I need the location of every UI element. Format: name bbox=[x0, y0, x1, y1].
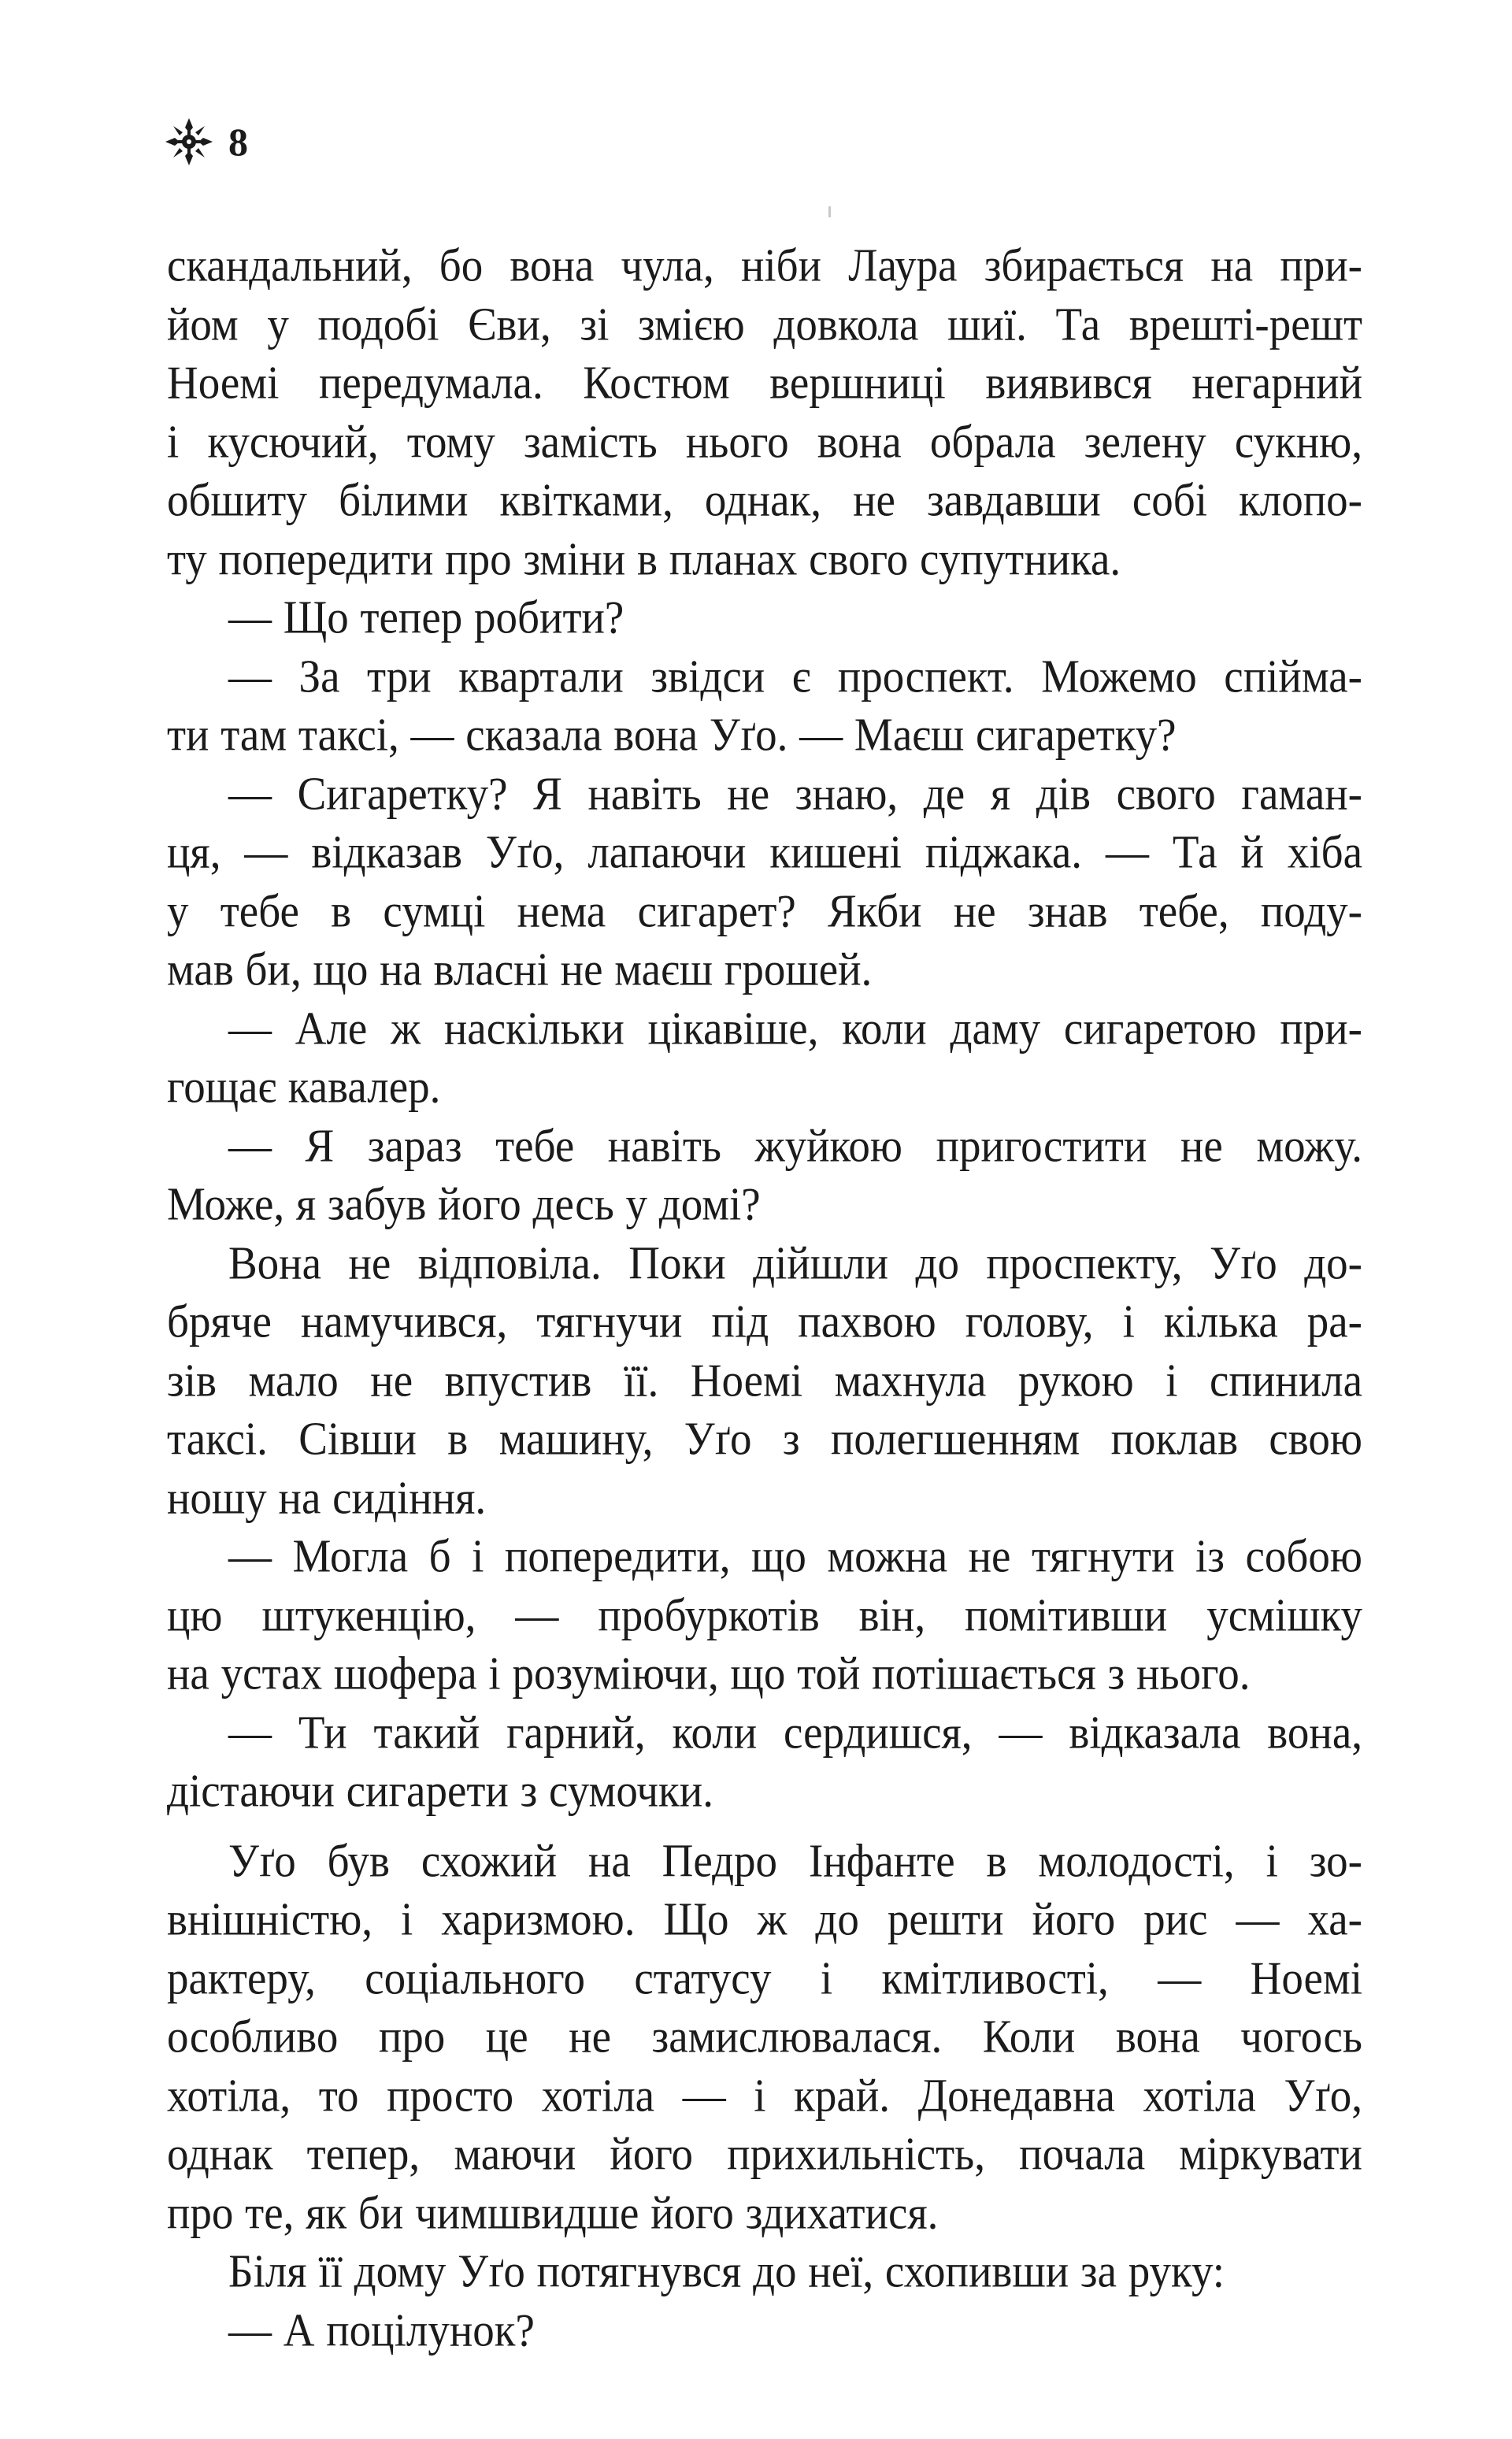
text-line: гощає кавалер. bbox=[167, 1060, 441, 1113]
scan-speck bbox=[828, 206, 831, 217]
running-header bbox=[164, 117, 248, 167]
text-line: у тебе в сумці нема сигарет? Якби не знав тебе, поду- bbox=[167, 884, 1362, 936]
text-line: — Що тепер робити? bbox=[228, 591, 624, 643]
text-line: — Я зараз тебе навіть жуйкою пригостити не можу. bbox=[228, 1119, 1362, 1171]
paragraph bbox=[167, 647, 1362, 765]
text-line: таксі. Сівши в машину, Уґо з полегшенням поклав свою bbox=[167, 1412, 1362, 1465]
text-line: ту попередити про зміни в планах свого супутника. bbox=[167, 532, 1121, 584]
text-line: Ноемі передумала. Костюм вершниці виявився негарний bbox=[167, 356, 1362, 409]
text-line: однак тепер, маючи його прихильність, почала міркувати bbox=[167, 2127, 1362, 2180]
text-line: про те, як би чимшвидше його здихатися. bbox=[167, 2186, 939, 2238]
text-line: Вона не відповіла. Поки дійшли до проспекту, Уґо до- bbox=[228, 1236, 1362, 1288]
text-line: йом у подобі Єви, зі змією довкола шиї. Та врешті-решт bbox=[167, 298, 1362, 350]
paragraph bbox=[167, 1234, 1362, 1528]
text-line: обшиту білими квітками, однак, не завдавши собі клопо- bbox=[167, 473, 1362, 526]
text-line: Може, я забув його десь у домі? bbox=[167, 1177, 761, 1230]
paragraph bbox=[167, 999, 1362, 1117]
text-line: — Сигаретку? Я навіть не знаю, де я дів свого гаман- bbox=[228, 767, 1362, 819]
paragraph bbox=[167, 2242, 1362, 2301]
text-line: рактеру, соціального статусу і кмітливості, — Ноемі bbox=[167, 1952, 1362, 2003]
text-line: бряче намучився, тягнучи під пахвою голову, і кілька ра- bbox=[167, 1295, 1362, 1347]
text-line: ти там таксі, — сказала вона Уґо. — Маєш сигаретку? bbox=[167, 708, 1177, 761]
floral-ornament-icon bbox=[164, 117, 214, 167]
text-line: хотіла, то просто хотіла — і край. Донедавна хотіла Уґо, bbox=[167, 2069, 1362, 2121]
text-line: і кусючий, тому замість нього вона обрала зелену сукню, bbox=[167, 415, 1362, 467]
text-line: ношу на сидіння. bbox=[167, 1471, 487, 1523]
text-line: Уґо був схожий на Педро Інфанте в молодості, і зо- bbox=[228, 1834, 1362, 1886]
text-line: зів мало не впустив її. Ноемі махнула рукою і спинила bbox=[167, 1354, 1362, 1406]
text-line: скандальний, бо вона чула, ніби Лаура збирається на при- bbox=[167, 239, 1362, 291]
paragraph bbox=[167, 1832, 1362, 2243]
text-line: особливо про це не замислювалася. Коли вона чогось bbox=[167, 2010, 1362, 2063]
text-line: — Могла б і попередити, що можна не тягнути із собою bbox=[228, 1529, 1362, 1582]
text-line: на устах шофера і розуміючи, що той потішається з нього. bbox=[167, 1647, 1251, 1700]
body-text bbox=[167, 236, 1362, 2359]
text-line: цю штукенцію, — пробуркотів він, помітивши усмішку bbox=[167, 1588, 1362, 1640]
paragraph bbox=[167, 1703, 1362, 1821]
text-line: — Ти такий гарний, коли сердишся, — відказала вона, bbox=[228, 1706, 1362, 1758]
paragraph bbox=[167, 1527, 1362, 1703]
text-line: Біля її дому Уґо потягнувся до неї, схопивши за руку: bbox=[228, 2244, 1225, 2297]
page-number: 8 bbox=[228, 120, 248, 164]
text-line: внішністю, і харизмою. Що ж до решти його рис — ха- bbox=[167, 1892, 1362, 1945]
text-line: дістаючи сигарети з сумочки. bbox=[167, 1764, 713, 1817]
text-line: — За три квартали звідси є проспект. Можемо спійма- bbox=[228, 650, 1362, 702]
paragraph bbox=[167, 1117, 1362, 1234]
text-line: ця, — відказав Уґо, лапаючи кишені піджака. — Та й хіба bbox=[167, 825, 1362, 878]
text-line: — А поцілунок? bbox=[228, 2304, 535, 2356]
text-line: мав би, що на власні не маєш грошей. bbox=[167, 943, 873, 995]
paragraph bbox=[167, 2301, 1362, 2360]
paragraph bbox=[167, 765, 1362, 999]
paragraph bbox=[167, 236, 1362, 588]
text-line: — Але ж наскільки цікавіше, коли даму сигаретою при- bbox=[228, 1002, 1362, 1054]
paragraph bbox=[167, 588, 1362, 647]
